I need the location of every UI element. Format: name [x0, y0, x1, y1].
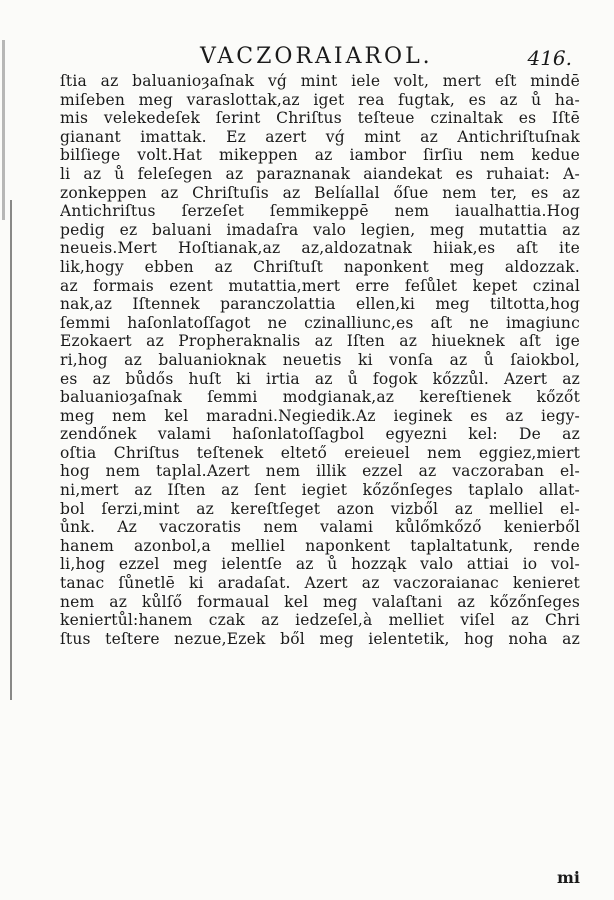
page-number: 416. — [527, 46, 572, 70]
text-line: keniertůl:hanem czak az iedzeſel,à melliet viſel az Chri — [60, 611, 580, 630]
text-line: oſtia Chriſtus teſtenek eltető ereieuel nem eggiez,miert — [60, 443, 580, 462]
text-line: tanac ſůnetlē ki aradaſat. Azert az vaczoraianac kenieret — [60, 574, 580, 593]
text-line: li az ů feleſegen az paraznanak aiandekat es ruhaiat: A- — [60, 164, 580, 183]
text-line: neueis.Mert Hoſtianak,az az,aldozatnak hiiak,es aſt ite — [60, 239, 580, 258]
text-line: hog nem taplal.Azert nem illik ezzel az vaczoraban el- — [60, 462, 580, 481]
text-line: bilſiege volt.Hat mikeppen az iambor ſirſiu nem kedue — [60, 146, 580, 165]
page-edge-shadow — [2, 40, 5, 220]
text-line: Ezokaert az Propheraknalis az Iſten az hiueknek aſt ige — [60, 332, 580, 351]
text-line: az formais ezent mutattia,mert erre feſůlet kepet czinal — [60, 276, 580, 295]
text-line: Antichriſtus ſerzeſet ſemmikeppē nem iaualhattia.Hog — [60, 202, 580, 221]
text-line: hanem azonbol,a melliel naponkent taplaltatunk, rende — [60, 536, 580, 555]
text-line: ſemmi haſonlatoſſagot ne czinalliunc,es aſt ne imagiunc — [60, 313, 580, 332]
text-line: pedig ez baluani imadaſra valo legien, meg mutattia az — [60, 220, 580, 239]
text-line: ni,mert az Iſten az ſent iegiet kőzőnſeges taplalo allat- — [60, 481, 580, 500]
text-line: ſtia az baluanioȝaſnak vǵ mint iele volt, mert eſt mindē — [60, 72, 580, 90]
text-line: ri,hog az baluanioknak neuetis ki vonſa az ů ſaiokbol, — [60, 350, 580, 369]
text-line: zonkeppen az Chriſtuſis az Belíallal őſue nem ter, es az — [60, 183, 580, 202]
text-line: gianant imattak. Ez azert vǵ mint az Antichriſtuſnak — [60, 127, 580, 146]
text-line: baluanioȝaſnak ſemmi modgianak,az kereſtienek kőzőt — [60, 388, 580, 407]
text-line: lik,hogy ebben az Chriſtuſt naponkent meg aldozzak. — [60, 257, 580, 276]
text-line: mis velekedeſek ſerint Chriſtus teſteue czinaltak es Iſtē — [60, 109, 580, 128]
text-line: ůnk. Az vaczoratis nem valami kůlőmkőző kenierből — [60, 518, 580, 537]
catchword: mi — [556, 868, 580, 887]
text-line: miſeben meg varaslottak,az iget rea fugtak, es az ů ha- — [60, 90, 580, 109]
running-title: VACZORAIAROL. — [200, 44, 433, 69]
text-line: bol ſerzi,mint az kereſtſeget azon vizből az melliel el- — [60, 499, 580, 518]
text-line: meg nem kel maradni.Negiedik.Az ieginek es az iegy- — [60, 406, 580, 425]
body-text — [60, 72, 580, 648]
text-line: nem az kůlſő formaual kel meg valaſtani az kőzőnſeges — [60, 592, 580, 611]
text-line: nak,az Iſtennek paranczolattia ellen,ki meg tiltotta,hog — [60, 295, 580, 314]
page-header — [60, 44, 580, 74]
text-line: li,hog ezzel meg ielentſe az ů hozząk valo attiai io vol- — [60, 555, 580, 574]
text-line: es az bůdős huſt ki irtia az ů fogok kőzzůl. Azert az — [60, 369, 580, 388]
text-line: zendőnek valami haſonlatoſſagbol egyezni kel: De az — [60, 425, 580, 444]
text-line: ſtus teſtere nezue,Ezek ből meg ielentetik, hog noha az — [60, 629, 580, 648]
gutter-line — [10, 200, 12, 700]
